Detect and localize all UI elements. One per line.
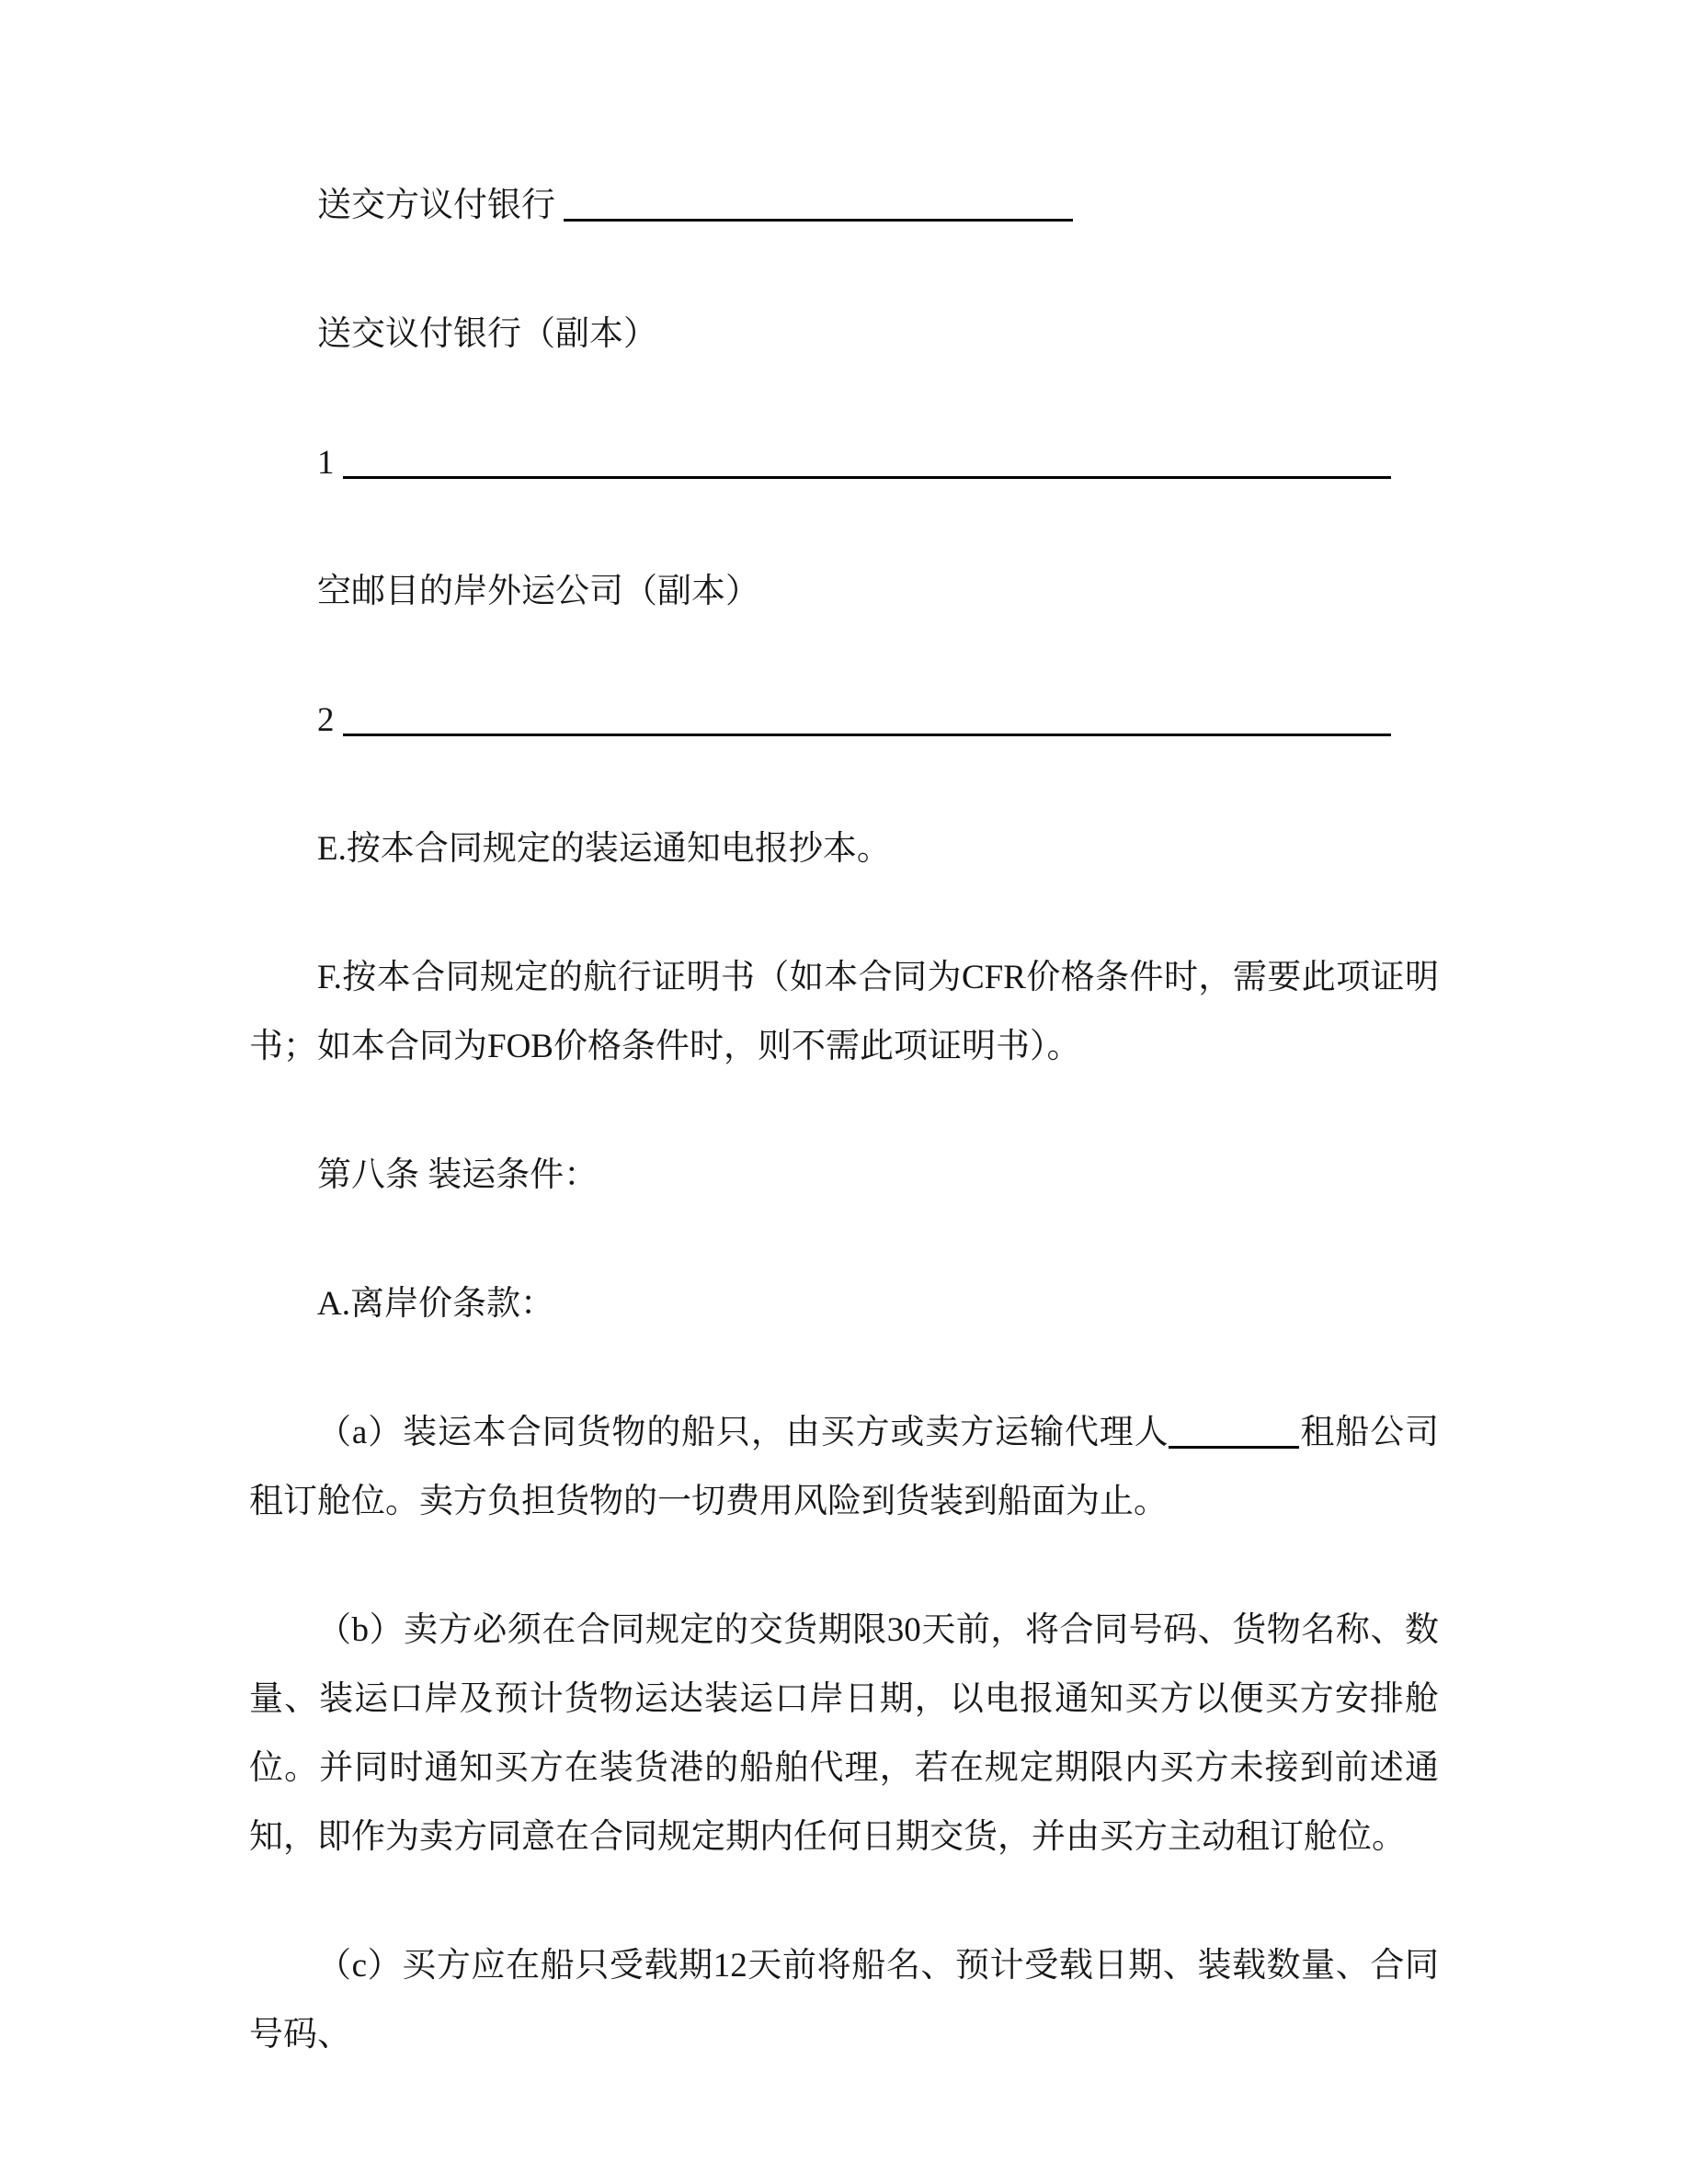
- paragraph: [249, 557, 1439, 626]
- paragraph-text: 租船公司租订舱位。卖方负担货物的一切费用风险到货装到船面为止。: [249, 1414, 1440, 1520]
- paragraph: [249, 943, 1439, 1081]
- fill-in-blank-line: [343, 467, 1391, 479]
- paragraph: [249, 300, 1439, 369]
- paragraph-text: （a）装运本合同货物的船只，由买方或卖方运输代理人: [317, 1414, 1169, 1451]
- paragraph: [249, 1931, 1439, 2069]
- paragraph: [249, 686, 1439, 755]
- paragraph-text: 送交议付银行（副本）: [317, 315, 657, 353]
- paragraph: [249, 171, 1439, 240]
- paragraph: [249, 1141, 1439, 1210]
- paragraph-text: 2: [317, 701, 343, 739]
- paragraph: [249, 1269, 1439, 1338]
- paragraph-text: 1: [317, 444, 343, 482]
- paragraph-text: 空邮目的岸外运公司（副本）: [317, 573, 759, 610]
- fill-in-blank-line: [564, 210, 1073, 222]
- paragraph-text: F.按本合同规定的航行证明书（如本合同为CFR价格条件时，需要此项证明书；如本合同为FOB价格条件时，则不需此项证明书）。: [249, 959, 1439, 1065]
- paragraph-text: 送交方议付银行: [317, 187, 565, 224]
- fill-in-blank-line: [1169, 1437, 1299, 1449]
- paragraph: [249, 1596, 1439, 1871]
- paragraph-text: A.离岸价条款：: [317, 1285, 554, 1323]
- fill-in-blank-line: [343, 724, 1391, 736]
- paragraph-text: E.按本合同规定的装运通知电报抄本。: [317, 830, 891, 868]
- paragraph: [249, 428, 1439, 497]
- document-body: [249, 171, 1439, 2129]
- paragraph: [249, 814, 1439, 883]
- paragraph-text: 第八条 装运条件：: [317, 1156, 599, 1194]
- paragraph-text: （c）买方应在船只受载期12天前将船名、预计受载日期、装载数量、合同号码、: [249, 1947, 1439, 2053]
- paragraph-text: （b）卖方必须在合同规定的交货期限30天前，将合同号码、货物名称、数量、装运口岸及预计货物运达装运口岸日期，以电报通知买方以便买方安排舱位。并同时通知买方在装货港的船舶代理，若在规定期限内买方未接到前述通知，即作为卖方同意在合同规定期内任何日期交货，并由买方主动租订舱位。: [249, 1611, 1439, 1856]
- paragraph: [249, 1398, 1439, 1536]
